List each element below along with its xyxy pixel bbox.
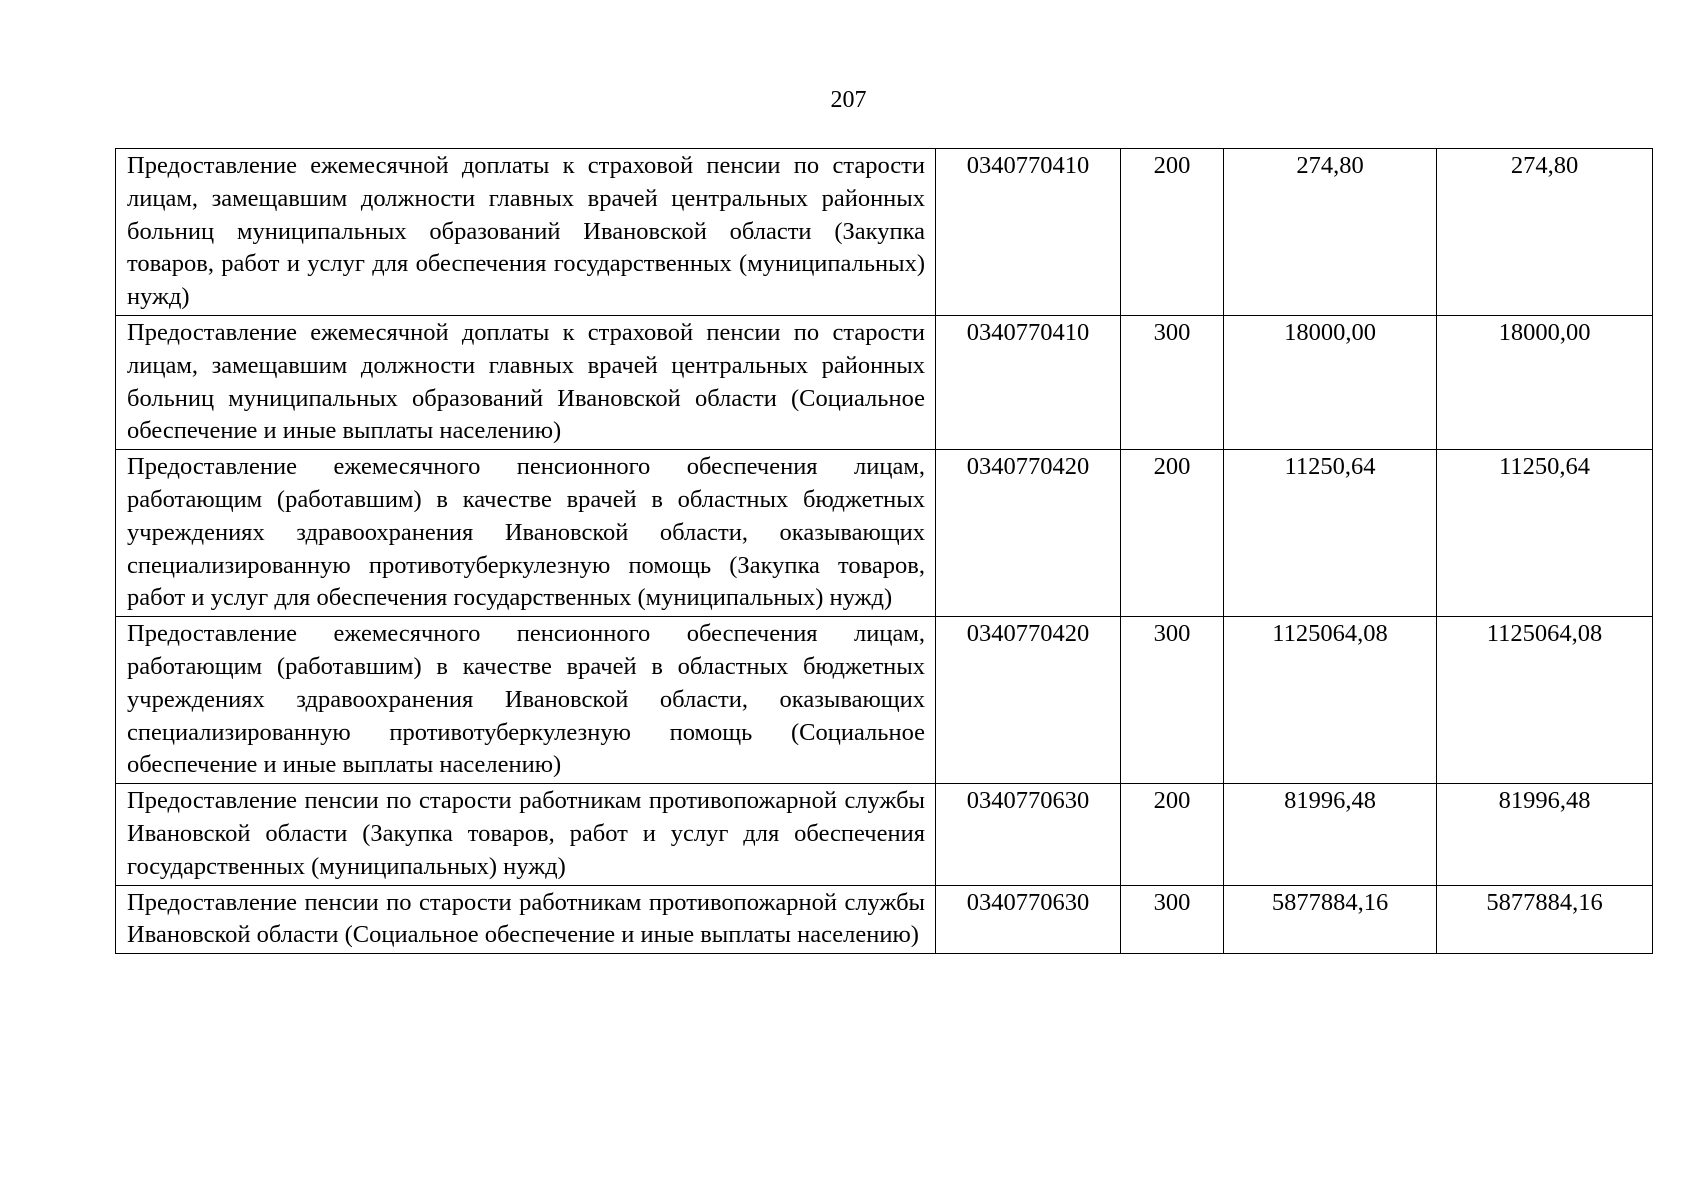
row-target-code: 0340770630: [936, 885, 1121, 954]
row-amount-1: 81996,48: [1224, 784, 1437, 885]
row-expense-type: 300: [1121, 617, 1224, 784]
table-row: [116, 450, 1653, 617]
row-target-code: 0340770630: [936, 784, 1121, 885]
row-amount-1: 1125064,08: [1224, 617, 1437, 784]
row-description: Предоставление ежемесячного пенсионного обеспечения лицам, работающим (работавшим) в качестве врачей в областных бюджетных учреждениях здравоохранения Ивановской области, оказывающих специализированную противотуберкулезную помощь (Закупка товаров, работ и услуг для обеспечения государственных (муниципальных) нужд): [116, 450, 936, 617]
row-amount-1: 274,80: [1224, 149, 1437, 316]
table-row: [116, 885, 1653, 954]
row-amount-1: 18000,00: [1224, 315, 1437, 449]
row-target-code: 0340770410: [936, 315, 1121, 449]
row-amount-1: 5877884,16: [1224, 885, 1437, 954]
row-description: Предоставление пенсии по старости работникам противопожарной службы Ивановской области (Социальное обеспечение и иные выплаты населению): [116, 885, 936, 954]
row-target-code: 0340770410: [936, 149, 1121, 316]
row-expense-type: 300: [1121, 315, 1224, 449]
row-amount-2: 1125064,08: [1437, 617, 1653, 784]
table-row: [116, 784, 1653, 885]
row-amount-2: 18000,00: [1437, 315, 1653, 449]
row-target-code: 0340770420: [936, 450, 1121, 617]
row-amount-2: 81996,48: [1437, 784, 1653, 885]
table-row: [116, 315, 1653, 449]
row-description: Предоставление ежемесячной доплаты к страховой пенсии по старости лицам, замещавшим должности главных врачей центральных районных больниц муниципальных образований Ивановской области (Закупка товаров, работ и услуг для обеспечения государственных (муниципальных) нужд): [116, 149, 936, 316]
row-expense-type: 300: [1121, 885, 1224, 954]
row-expense-type: 200: [1121, 149, 1224, 316]
row-description: Предоставление пенсии по старости работникам противопожарной службы Ивановской области (Закупка товаров, работ и услуг для обеспечения государственных (муниципальных) нужд): [116, 784, 936, 885]
row-amount-2: 274,80: [1437, 149, 1653, 316]
row-expense-type: 200: [1121, 450, 1224, 617]
table-row: [116, 617, 1653, 784]
budget-table: [115, 148, 1653, 954]
row-target-code: 0340770420: [936, 617, 1121, 784]
row-expense-type: 200: [1121, 784, 1224, 885]
row-amount-2: 5877884,16: [1437, 885, 1653, 954]
row-amount-1: 11250,64: [1224, 450, 1437, 617]
row-amount-2: 11250,64: [1437, 450, 1653, 617]
page-number: 207: [830, 87, 867, 113]
row-description: Предоставление ежемесячного пенсионного обеспечения лицам, работающим (работавшим) в качестве врачей в областных бюджетных учреждениях здравоохранения Ивановской области, оказывающих специализированную противотуберкулезную помощь (Социальное обеспечение и иные выплаты населению): [116, 617, 936, 784]
table-row: [116, 149, 1653, 316]
budget-table-body: [116, 149, 1653, 954]
row-description: Предоставление ежемесячной доплаты к страховой пенсии по старости лицам, замещавшим должности главных врачей центральных районных больниц муниципальных образований Ивановской области (Социальное обеспечение и иные выплаты населению): [116, 315, 936, 449]
